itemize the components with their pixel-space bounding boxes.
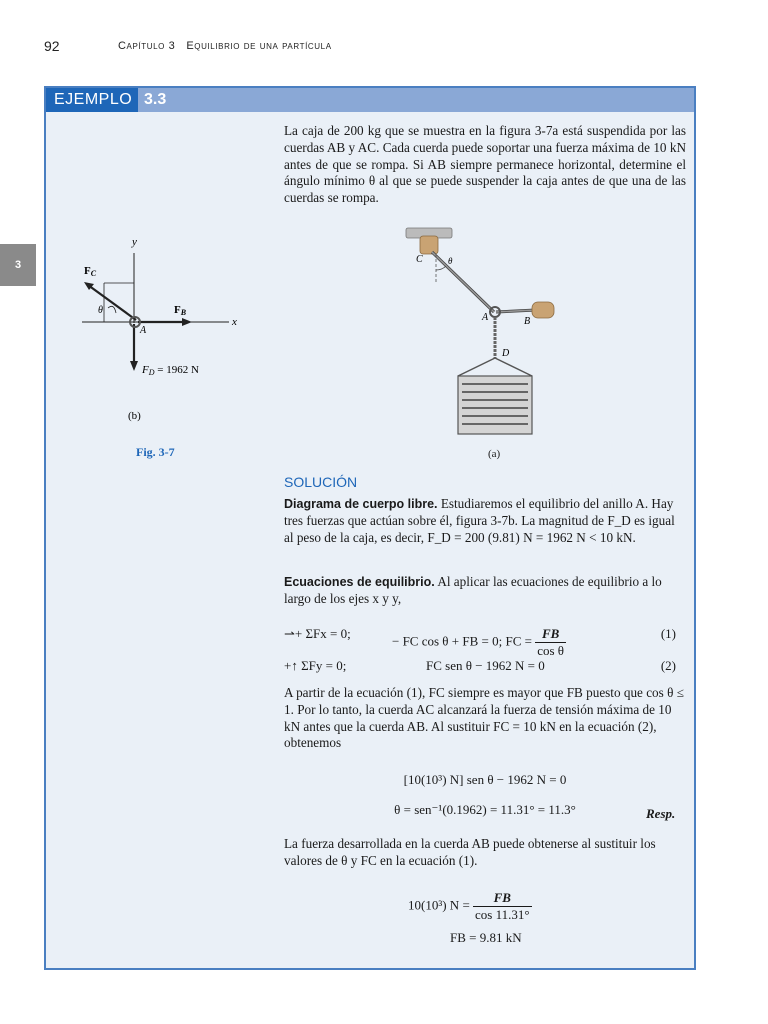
example-box <box>44 86 696 970</box>
point-a-label: A <box>140 325 147 336</box>
solution-heading: SOLUCIÓN <box>284 474 358 490</box>
analysis-paragraph: A partir de la ecuación (1), FC siempre es mayor que FB puesto que cos θ ≤ 1. Por lo tanto, la cuerda AC alcanzará la fuerza de tensión máxima de 10 kN antes que la cuerda AB. Al sustituir FC = 10 kN en la ecuación (2), obtenemos <box>284 685 684 751</box>
fc-label: FC <box>84 265 97 278</box>
point-b-label: B <box>524 316 531 327</box>
fbd-title: Diagrama de cuerpo libre. <box>284 497 438 511</box>
point-a-fig-label: A <box>482 312 489 323</box>
fb-label: FB <box>174 304 187 317</box>
figure-reference: Fig. 3-7 <box>136 445 175 459</box>
final-result: FB = 9.81 kN <box>450 930 522 945</box>
fbd-text: Estudiaremos el equilibrio del anillo A. Hay tres fuerzas que actúan sobre él, figura 3-7b. La magnitud de F_D es igual al peso de la caja, es decir, F_D = 200 (9.81) N = 1962 N < 10 kN. <box>284 496 675 545</box>
problem-statement: La caja de 200 kg que se muestra en la figura 3-7a está suspendida por las cuerdas AB y AC. Cada cuerda puede soportar una fuerza máxima de 10 kN antes de que se rompa. Si AB siempre permanece horizontal, determine el ángulo mínimo θ al que se puede suspender la caja antes de que una de las cuerdas se rompa. <box>284 123 686 206</box>
equation-1: ⇀+ ΣFx = 0; − FC cos θ + FB = 0; FC = $\frac{FB}{\text{cos θ}}$ (1) <box>284 626 676 658</box>
point-c-label: C <box>416 254 423 265</box>
chapter-title: Equilibrio de una partícula <box>186 40 332 52</box>
y-axis-label: y <box>132 236 137 248</box>
theta-label: θ <box>98 305 103 316</box>
figure-a-caption: (a) <box>488 448 501 460</box>
answer-label: Resp. <box>646 806 676 821</box>
result-equation-1: [10(10³) N] sen θ − 1962 N = 0 <box>403 772 567 787</box>
chapter-side-tab[interactable]: 3 <box>0 244 36 286</box>
free-body-diagram <box>74 233 264 433</box>
eq-text: Al aplicar las ecuaciones de equilibrio a lo largo de los ejes x y y, <box>284 574 662 606</box>
figure-b-caption: (b) <box>128 410 141 422</box>
final-paragraph: La fuerza desarrollada en la cuerda AB puede obtenerse al sustituir los valores de θ y FC en la ecuación (1). <box>284 836 656 868</box>
crate-figure <box>396 226 556 466</box>
eq-paragraph <box>284 574 686 608</box>
example-number: 3.3 <box>144 91 167 108</box>
chapter-label: Capítulo 3 Equilibrio de una partícula <box>118 40 332 52</box>
fbd-paragraph <box>284 496 686 546</box>
x-axis-label: x <box>232 316 237 328</box>
page-header <box>44 38 724 60</box>
theta-a-label: θ <box>448 256 453 266</box>
fd-label: FD = 1962 N <box>142 364 199 377</box>
eq-title: Ecuaciones de equilibrio. <box>284 575 435 589</box>
point-d-label: D <box>502 348 510 359</box>
example-title: EJEMPLO <box>46 88 138 112</box>
result-equation-2: θ = sen⁻¹(0.1962) = 11.31° = 11.3° <box>394 802 576 817</box>
equation-2: +↑ ΣFy = 0; FC sen θ − 1962 N = 0 (2) <box>284 658 676 673</box>
final-equation: 10(10³) N = $\frac{FB}{\cos 11.31^\circ}$ <box>408 890 530 922</box>
page-number: 92 <box>44 38 60 54</box>
